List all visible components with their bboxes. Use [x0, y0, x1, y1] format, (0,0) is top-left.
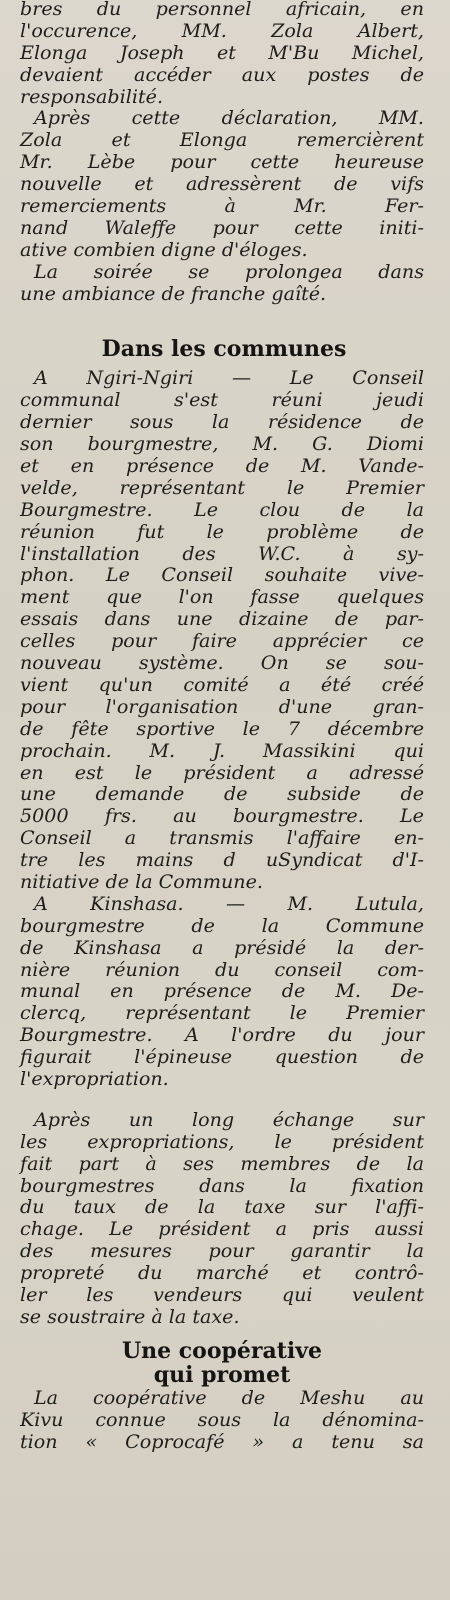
heading-dans-les-communes — [20, 337, 424, 367]
text-line: munal en présence de M. De- — [20, 979, 424, 1003]
text-line: nitiative de la Commune. — [20, 869, 263, 893]
text-line: A Ngiri-Ngiri — Le Conseil — [34, 366, 424, 390]
text-line: remerciements à Mr. Fer- — [20, 194, 424, 218]
text-line: tre les mains d uSyndicat d'I- — [20, 848, 424, 872]
text-line: bres du personnel africain, en — [20, 0, 424, 20]
paragraph-kinshasa — [20, 893, 424, 1090]
text-line: l'expropriation. — [20, 1066, 169, 1090]
text-line: Mr. Lèbe pour cette heureuse — [20, 150, 424, 174]
text-line: chage. Le président a pris aussi — [20, 1217, 424, 1241]
text-line: devaient accéder aux postes de — [20, 62, 424, 86]
text-line: 5000 frs. au bourgmestre. Le — [20, 804, 424, 828]
text-line: Bourgmestre. A l'ordre du jour — [20, 1023, 424, 1047]
text-line: pour l'organisation d'une gran- — [20, 694, 424, 718]
text-line: nouveau système. On se sou- — [20, 651, 424, 675]
spacer — [20, 304, 424, 337]
text-line: l'occurence, MM. Zola Albert, — [20, 18, 424, 42]
text-line: responsabilité. — [20, 84, 164, 108]
text-line: ler les vendeurs qui veulent — [20, 1282, 424, 1306]
text-line: Après cette déclaration, MM. — [34, 106, 424, 130]
paragraph-cooperative — [20, 1387, 424, 1453]
text-line: Elonga Joseph et M'Bu Michel, — [20, 40, 424, 64]
heading-text: Dans les communes — [101, 336, 347, 363]
text-line: nière réunion du conseil com- — [20, 957, 424, 981]
text-line: une ambiance de franche gaîté. — [20, 281, 327, 305]
text-line: phon. Le Conseil souhaite vive- — [20, 563, 424, 587]
text-line: Zola et Elonga remercièrent — [20, 128, 424, 152]
text-line: les expropriations, le président — [20, 1129, 424, 1153]
text-line: en est le président a adressé — [20, 760, 424, 784]
text-line: Bourgmestre. Le clou de la — [20, 497, 424, 521]
text-line: dernier sous la résidence de — [20, 410, 424, 434]
text-line: celles pour faire apprécier ce — [20, 629, 424, 653]
text-line: figurait l'épineuse question de — [20, 1045, 424, 1069]
text-line: des mesures pour garantir la — [20, 1239, 424, 1263]
text-line: propreté du marché et contrô- — [20, 1261, 424, 1285]
text-line: du taux de la taxe sur l'affi- — [20, 1195, 424, 1219]
paragraph-personnel — [20, 0, 424, 107]
article-column — [20, 0, 424, 1452]
heading-une-cooperative — [20, 1339, 424, 1363]
paragraph-remerciements — [20, 107, 424, 260]
text-line: Kivu connue sous la dénomina- — [20, 1407, 424, 1431]
text-line: A Kinshasa. — M. Lutula, — [34, 891, 424, 915]
heading-text: qui promet — [153, 1361, 291, 1388]
text-line: communal s'est réuni jeudi — [20, 388, 424, 412]
text-line: fait part à ses membres de la — [20, 1151, 424, 1175]
text-line: bourgmestre de la Commune — [20, 913, 424, 937]
text-line: La coopérative de Meshu au — [34, 1385, 424, 1409]
paragraph-ngiri-ngiri — [20, 367, 424, 892]
text-line: son bourgmestre, M. G. Diomi — [20, 432, 424, 456]
text-line: se soustraire à la taxe. — [20, 1304, 240, 1328]
text-line: nouvelle et adressèrent de vifs — [20, 172, 424, 196]
text-line: une demande de subside de — [20, 782, 424, 806]
text-line: ment que l'on fasse quelques — [20, 585, 424, 609]
text-line: vient qu'un comité a été créé — [20, 672, 424, 696]
text-line: tion « Coprocafé » a tenu sa — [20, 1429, 424, 1453]
paragraph-echange — [20, 1109, 424, 1328]
text-line: l'installation des W.C. à sy- — [20, 541, 424, 565]
text-line: et en présence de M. Vande- — [20, 454, 424, 478]
text-line: de Kinshasa a présidé la der- — [20, 935, 424, 959]
text-line: nand Waleffe pour cette initi- — [20, 215, 424, 239]
text-line: clercq, représentant le Premier — [20, 1001, 424, 1025]
spacer — [20, 1090, 424, 1109]
text-line: velde, représentant le Premier — [20, 475, 424, 499]
text-line: essais dans une dizaine de par- — [20, 607, 424, 631]
text-line: Conseil a transmis l'affaire en- — [20, 826, 424, 850]
text-line: Après un long échange sur — [34, 1107, 424, 1131]
heading-text: Une coopérative — [121, 1337, 323, 1364]
heading-qui-promet — [20, 1363, 424, 1387]
text-line: bourgmestres dans la fixation — [20, 1173, 424, 1197]
text-line: ative combien digne d'éloges. — [20, 237, 308, 261]
text-line: prochain. M. J. Massikini qui — [20, 738, 424, 762]
text-line: La soirée se prolongea dans — [34, 259, 424, 283]
paragraph-soiree — [20, 261, 424, 305]
text-line: réunion fut le problème de — [20, 519, 424, 543]
text-line: de fête sportive le 7 décembre — [20, 716, 424, 740]
